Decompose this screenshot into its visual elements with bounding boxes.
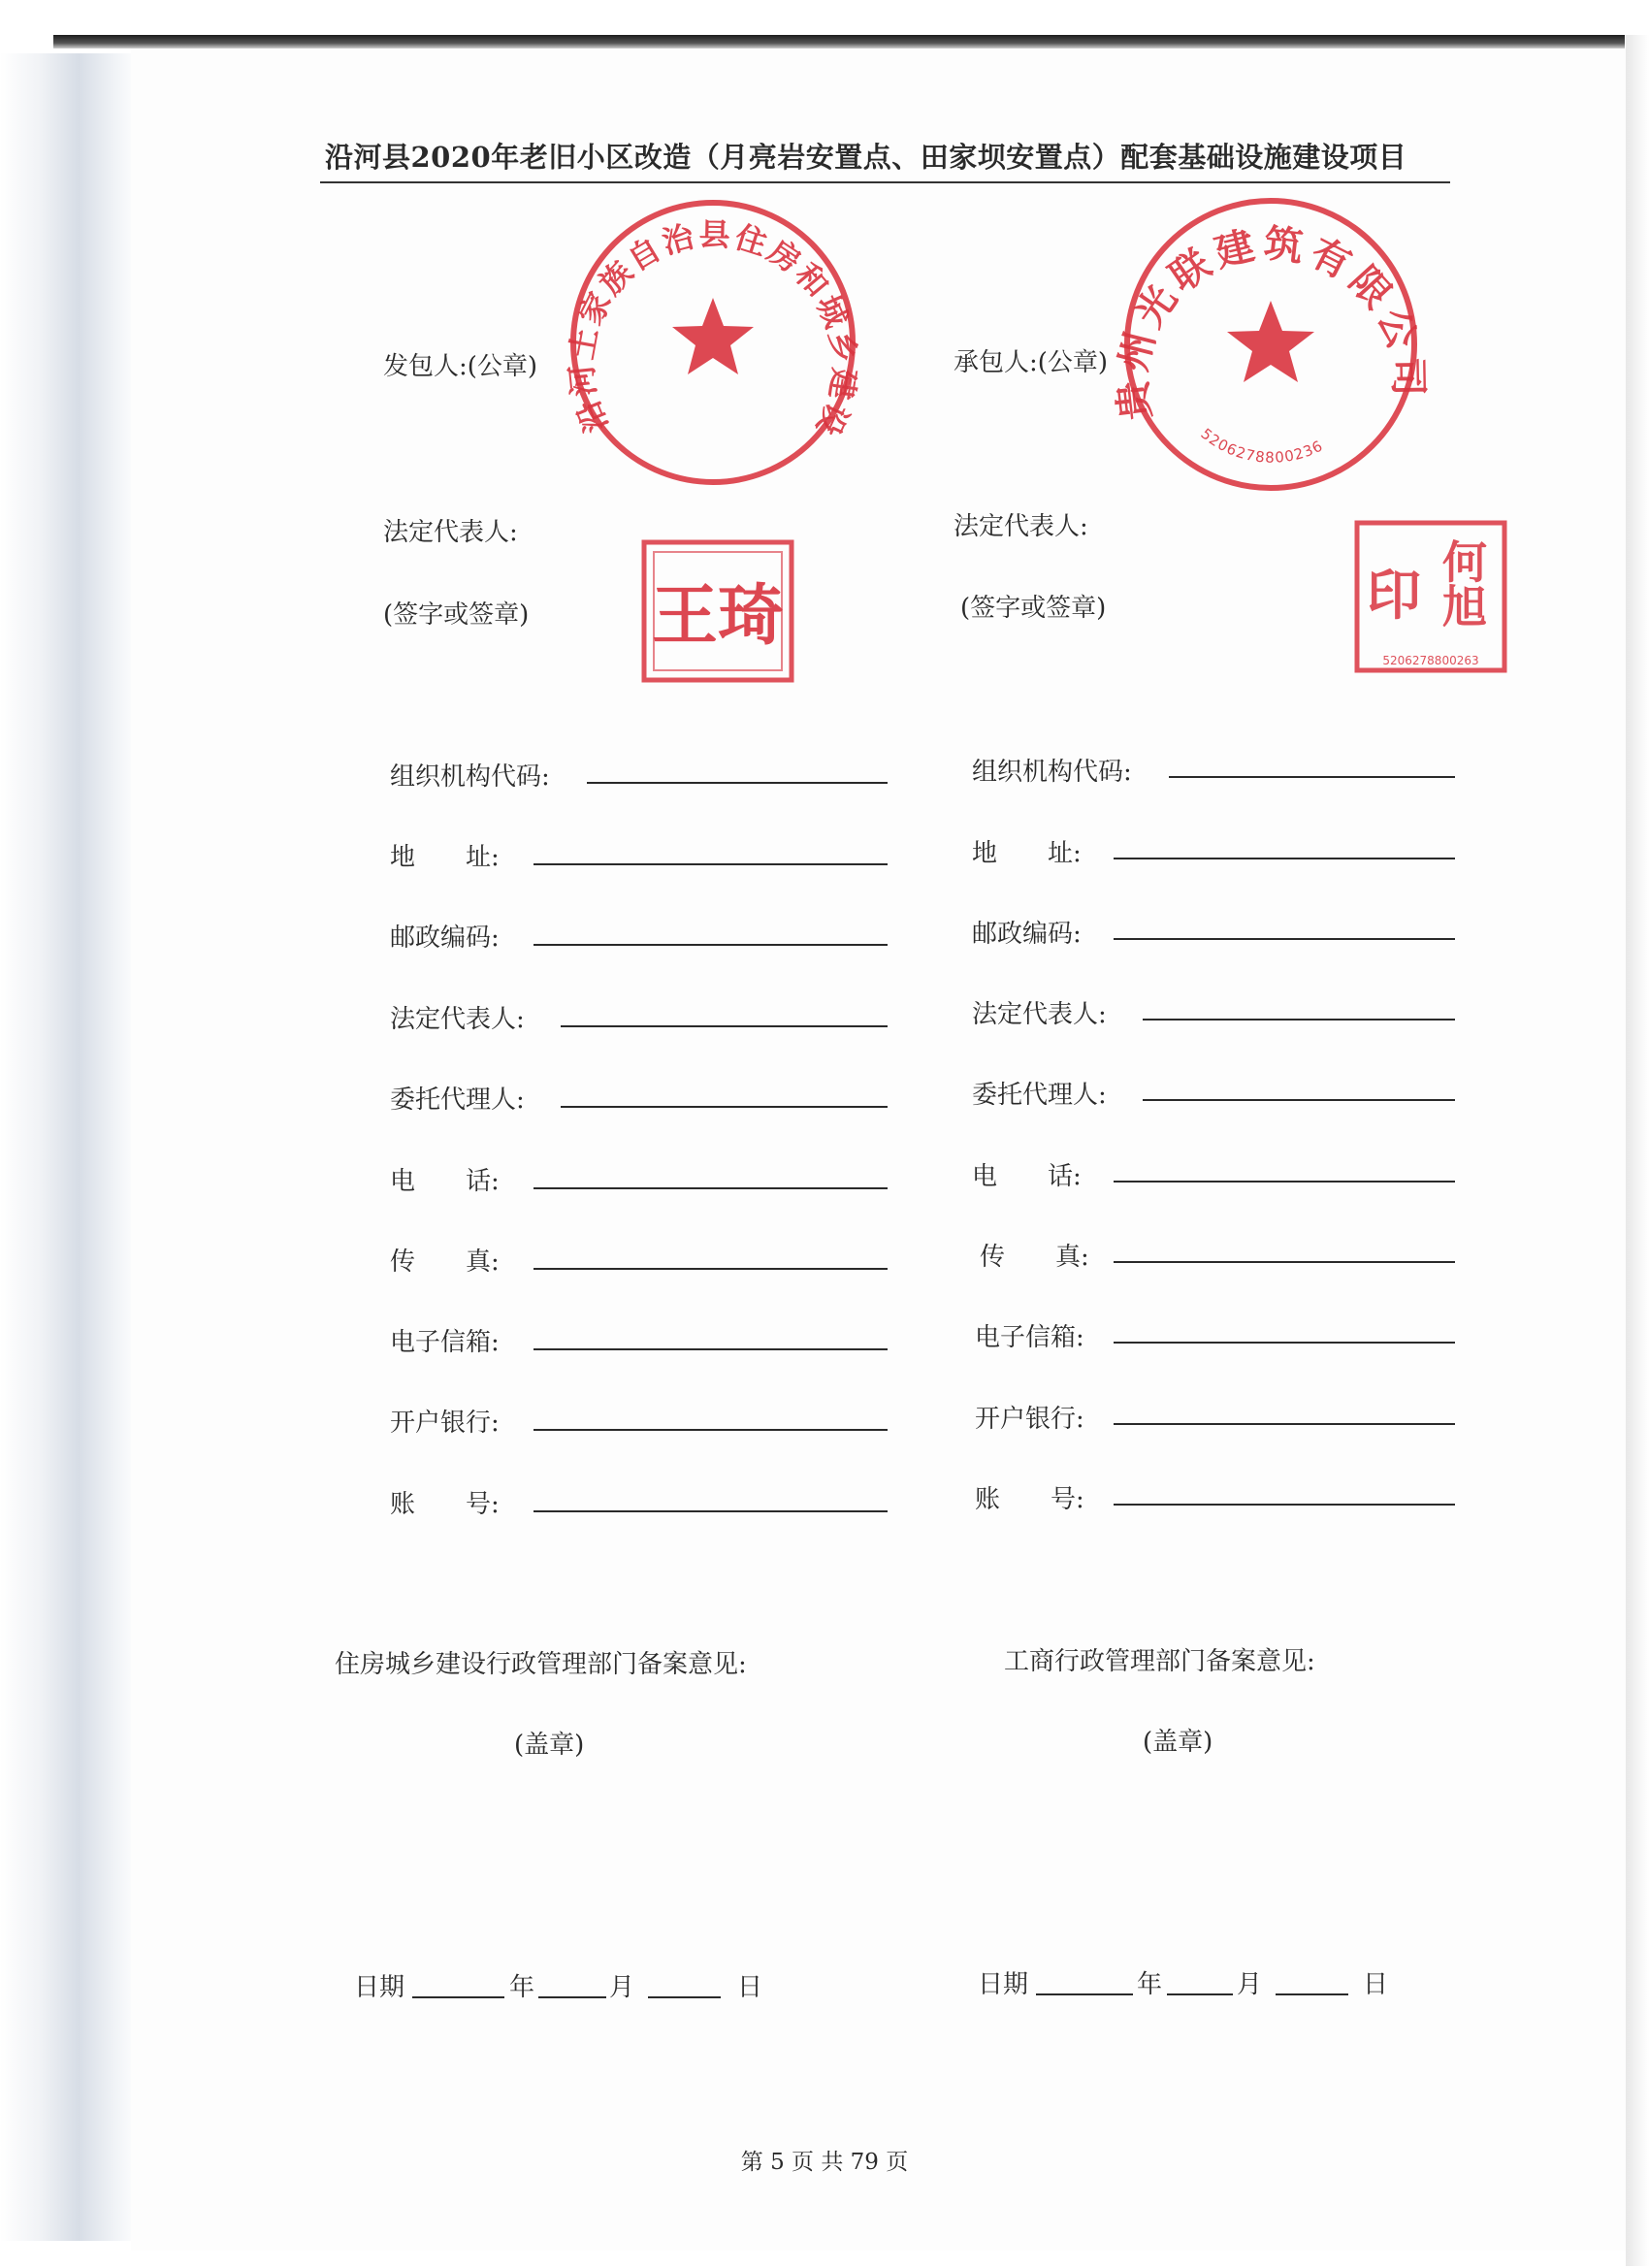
contractor-seal-graphic (1106, 189, 1436, 500)
date-year-line-right (1036, 1993, 1133, 1995)
field-line-left-6 (534, 1268, 888, 1270)
field-label-right-0: 组织机构代码: (972, 758, 1132, 787)
date-day-left: 日 (737, 1973, 763, 2002)
field-label-left-4: 委托代理人: (390, 1085, 525, 1115)
employer-legal-rep-label: 法定代表人: (383, 518, 518, 547)
field-line-left-3 (561, 1025, 888, 1027)
employer-official-seal (558, 189, 868, 490)
housing-dept-seal-note: (盖章) (514, 1731, 585, 1760)
employer-sign-note: (签字或签章) (383, 600, 530, 630)
field-label-left-7: 电子信箱: (390, 1328, 500, 1357)
field-label-right-3: 法定代表人: (972, 1000, 1107, 1029)
date-month-line-left (538, 1996, 606, 1998)
field-label-right-1: 地 址: (972, 839, 1082, 868)
field-line-right-6 (1114, 1261, 1455, 1263)
date-label-left: 日期 (354, 1973, 405, 2002)
housing-dept-filing-label: 住房城乡建设行政管理部门备案意见: (335, 1650, 747, 1679)
name-seal-right-number: 5206278800263 (1382, 654, 1479, 667)
field-line-right-0 (1169, 776, 1455, 778)
date-month-line-right (1167, 1993, 1233, 1995)
field-label-left-2: 邮政编码: (390, 923, 500, 953)
field-line-right-7 (1114, 1342, 1455, 1344)
name-seal-right-name: 何旭 (1436, 538, 1488, 628)
field-label-right-2: 邮政编码: (972, 920, 1082, 949)
date-label-right: 日期 (978, 1970, 1029, 1999)
field-label-left-3: 法定代表人: (390, 1005, 525, 1034)
date-month-right: 月 (1237, 1970, 1263, 1999)
page-number: 第 5 页 共 79 页 (740, 2150, 909, 2175)
field-line-left-4 (561, 1106, 888, 1108)
field-line-right-1 (1114, 858, 1455, 859)
contractor-label: 承包人:(公章) (954, 348, 1109, 377)
field-line-right-9 (1114, 1504, 1455, 1506)
date-month-left: 月 (609, 1973, 635, 2002)
title-underline (320, 181, 1450, 183)
field-line-left-7 (534, 1348, 888, 1350)
field-label-right-8: 开户银行: (975, 1405, 1084, 1434)
field-line-right-2 (1114, 938, 1455, 940)
date-day-line-right (1276, 1993, 1348, 1995)
field-label-left-1: 地 址: (390, 843, 500, 872)
field-line-right-8 (1114, 1423, 1455, 1425)
field-line-left-1 (534, 863, 888, 865)
field-label-left-8: 开户银行: (390, 1409, 500, 1438)
field-label-left-5: 电 话: (390, 1167, 500, 1196)
date-day-line-left (648, 1996, 721, 1998)
name-seal-left-text: 王琦 (651, 578, 785, 655)
name-seal-right-graphic (1353, 519, 1508, 674)
scan-shadow-top (53, 35, 1625, 49)
contractor-seal-number: 5206278800236 (1197, 424, 1326, 467)
date-day-right: 日 (1363, 1970, 1389, 1999)
scan-shadow-left (0, 53, 131, 2241)
field-label-left-0: 组织机构代码: (390, 762, 550, 792)
field-line-right-3 (1143, 1019, 1455, 1021)
field-label-right-6: 传 真: (980, 1243, 1089, 1272)
field-line-left-0 (587, 782, 888, 784)
field-line-left-5 (534, 1187, 888, 1189)
field-label-left-9: 账 号: (390, 1490, 500, 1519)
contractor-sign-note: (签字或签章) (960, 594, 1107, 623)
name-seal-right-yin: 印 (1367, 565, 1421, 628)
employer-seal-graphic (558, 189, 868, 490)
date-year-left: 年 (509, 1973, 535, 2002)
field-label-right-4: 委托代理人: (972, 1081, 1107, 1110)
employer-label: 发包人:(公章) (383, 352, 538, 381)
commerce-dept-seal-note: (盖章) (1143, 1728, 1213, 1757)
contractor-seal-text: 贵州光联建筑有限公司 (1110, 221, 1431, 423)
field-line-left-8 (534, 1429, 888, 1431)
scan-edge-right (1626, 35, 1649, 2266)
legal-rep-name-seal-right (1353, 519, 1508, 674)
date-year-line-left (412, 1996, 504, 1998)
field-line-left-2 (534, 944, 888, 946)
field-label-right-9: 账 号: (975, 1485, 1084, 1514)
field-label-right-5: 电 话: (972, 1162, 1082, 1191)
field-line-left-9 (534, 1510, 888, 1512)
field-label-left-6: 传 真: (390, 1247, 500, 1277)
legal-rep-name-seal-left (640, 538, 795, 684)
employer-seal-text: 沿河土家族自治县住房和城乡建设 (563, 215, 863, 444)
document-title: 沿河县2020年老旧小区改造（月亮岩安置点、田家坝安置点）配套基础设施建设项目 (325, 141, 1407, 174)
contractor-official-seal (1106, 189, 1436, 500)
field-label-right-7: 电子信箱: (975, 1323, 1084, 1352)
date-year-right: 年 (1137, 1970, 1163, 1999)
field-line-right-4 (1143, 1099, 1455, 1101)
commerce-dept-filing-label: 工商行政管理部门备案意见: (1004, 1647, 1315, 1676)
field-line-right-5 (1114, 1181, 1455, 1183)
name-seal-left-graphic (640, 538, 795, 684)
contractor-legal-rep-label: 法定代表人: (954, 512, 1088, 541)
